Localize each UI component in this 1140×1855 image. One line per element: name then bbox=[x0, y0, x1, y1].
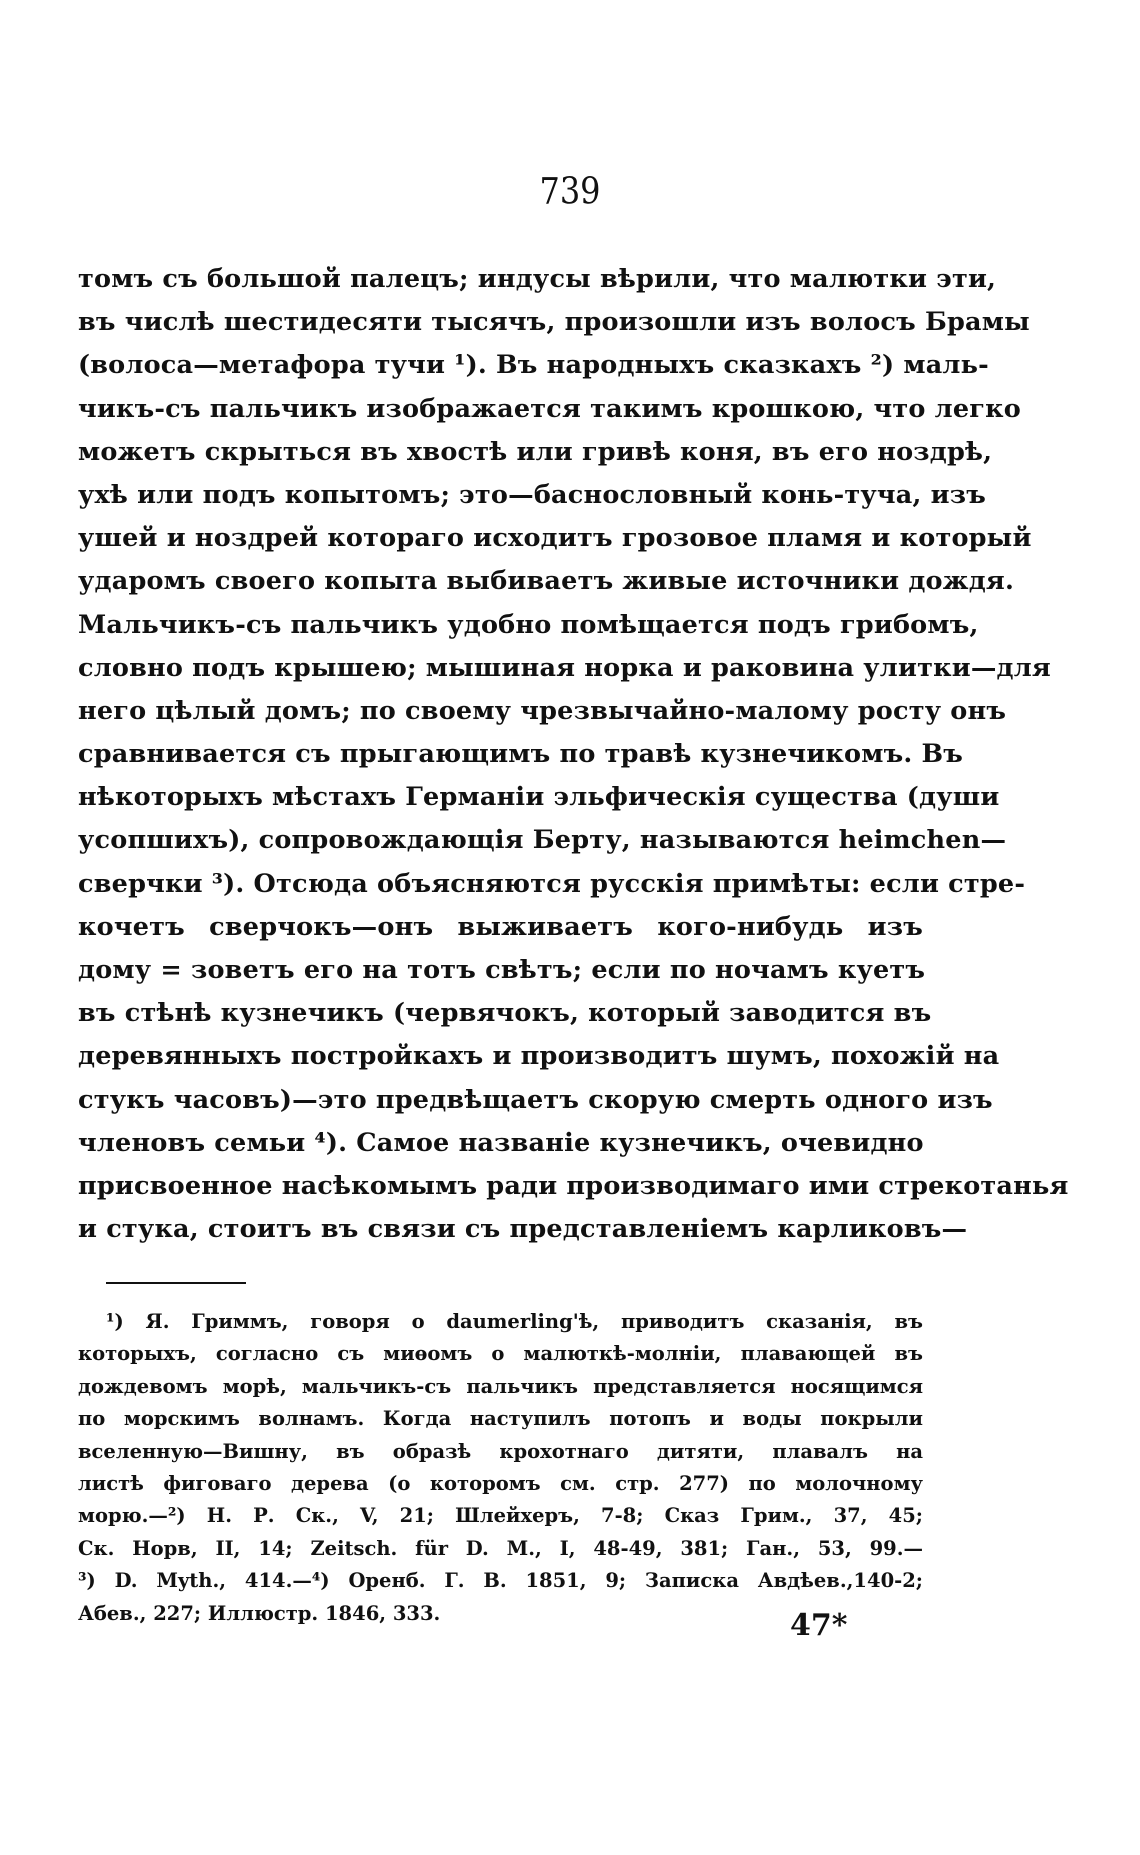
text-line: словно подъ крышею; мышиная норка и раковина улитки—для bbox=[78, 652, 1051, 683]
text-line: Мальчикъ-съ пальчикъ удобно помѣщается подъ грибомъ, bbox=[78, 609, 979, 640]
footnote-line: ³) D. Myth., 414.—⁴) Оренб. Г. В. 1851, 9; Записка Авдѣев.,140-2; bbox=[78, 1569, 923, 1593]
footnote-line: Ск. Норв, II, 14; Zeitsch. für D. M., I, 48-49, 381; Ган., 53, 99.— bbox=[78, 1536, 923, 1560]
text-line: ударомъ своего копыта выбиваетъ живые источники дождя. bbox=[78, 566, 1015, 597]
text-line: ушей и ноздрей котораго исходитъ грозовое пламя и который bbox=[78, 523, 1032, 554]
text-line: деревянныхъ постройкахъ и производитъ шумъ, похожій на bbox=[78, 1041, 1000, 1072]
text-line: сравнивается съ прыгающимъ по травѣ кузнечикомъ. Въ bbox=[78, 739, 964, 770]
text-line: въ числѣ шестидесяти тысячъ, произошли изъ волосъ Брамы bbox=[78, 307, 1030, 338]
footnote-divider bbox=[106, 1282, 246, 1284]
text-line: можетъ скрыться въ хвостѣ или гривѣ коня, въ его ноздрѣ, bbox=[78, 436, 993, 467]
text-line: дому = зоветъ его на тотъ свѣтъ; если по ночамъ куетъ bbox=[78, 955, 926, 985]
text-line: него цѣлый домъ; по своему чрезвычайно-малому росту онъ bbox=[78, 695, 1007, 726]
footnotes bbox=[78, 1306, 923, 1630]
text-line: кочетъ сверчокъ—онъ выживаетъ кого-нибудь изъ bbox=[78, 911, 923, 942]
text-line: присвоенное насѣкомымъ ради производимаго ими стрекотанья bbox=[78, 1170, 1069, 1201]
footnote-line: листѣ фиговаго дерева (о которомъ см. стр. 277) по молочному bbox=[78, 1471, 923, 1495]
text-line: членовъ семьи ⁴). Самое названіе кузнечикъ, очевидно bbox=[78, 1127, 924, 1158]
page-number: 739 bbox=[539, 169, 601, 213]
text-line: стукъ часовъ)—это предвѣщаетъ скорую смерть одного изъ bbox=[78, 1084, 993, 1115]
footnote-line: дождевомъ морѣ, мальчикъ-съ пальчикъ представляется носящимся bbox=[78, 1374, 923, 1398]
text-line: усопшихъ), сопровождающія Берту, называются heimchen— bbox=[78, 825, 1007, 856]
signature-mark: 47* bbox=[790, 1608, 848, 1643]
text-line: томъ съ большой палецъ; индусы вѣрили, что малютки эти, bbox=[78, 264, 997, 294]
text-line: ухѣ или подъ копытомъ; это—баснословный конь-туча, изъ bbox=[78, 479, 986, 510]
footnote-line: которыхъ, согласно съ миѳомъ о малюткѣ-молніи, плавающей въ bbox=[78, 1342, 923, 1366]
text-line: (волоса—метафора тучи ¹). Въ народныхъ сказкахъ ²) маль- bbox=[78, 350, 989, 381]
footnote-line: Абев., 227; Иллюстр. 1846, 333. bbox=[78, 1601, 441, 1625]
body-text bbox=[78, 258, 1069, 1251]
text-line: чикъ-съ пальчикъ изображается такимъ крошкою, что легко bbox=[78, 393, 1021, 424]
footnote-line: морю.—²) Н. Р. Ск., V, 21; Шлейхеръ, 7-8; Сказ Грим., 37, 45; bbox=[78, 1504, 923, 1528]
text-line: сверчки ³). Отсюда объясняются русскія примѣты: если стре- bbox=[78, 868, 1026, 899]
text-line: нѣкоторыхъ мѣстахъ Германіи эльфическія существа (души bbox=[78, 782, 1000, 813]
footnote-line: ¹) Я. Гриммъ, говоря о daumerling'ѣ, приводитъ сказанія, въ bbox=[106, 1310, 923, 1333]
footnote-line: вселенную—Вишну, въ образѣ крохотнаго дитяти, плавалъ на bbox=[78, 1439, 923, 1463]
text-line: и стука, стоитъ въ связи съ представленіемъ карликовъ— bbox=[78, 1214, 968, 1245]
footnote-line: по морскимъ волнамъ. Когда наступилъ потопъ и воды покрыли bbox=[78, 1407, 923, 1431]
text-line: въ стѣнѣ кузнечикъ (червячокъ, который заводится въ bbox=[78, 998, 932, 1029]
